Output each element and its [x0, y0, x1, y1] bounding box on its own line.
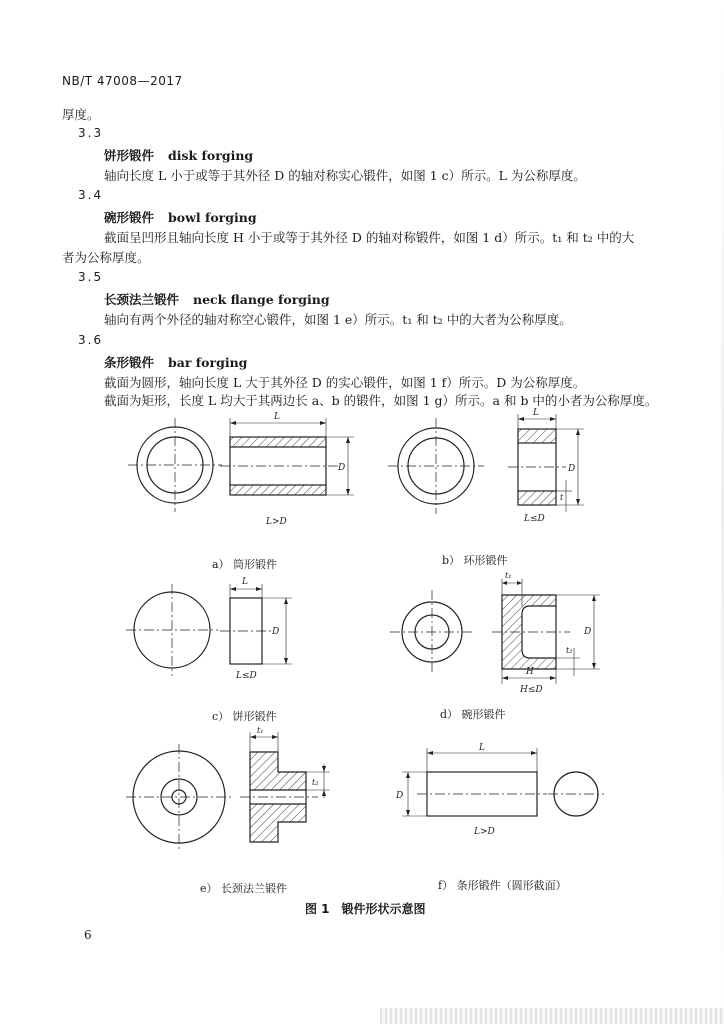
- dim-D: D: [272, 627, 280, 637]
- end-view-d: [390, 590, 474, 674]
- definition-line: 截面呈凹形且轴向长度 H 小于或等于其外径 D 的轴对称锻件，如图 1 d）所示。t₁ 和 t₂ 中的大: [104, 230, 635, 245]
- condition-label: L≤D: [236, 671, 257, 681]
- section-view-c: [220, 577, 292, 681]
- section-view-b: [508, 408, 584, 524]
- condition-label: L>D: [266, 517, 287, 527]
- figure-title: 图 1 锻件形状示意图: [305, 902, 426, 916]
- dim-t: t: [560, 493, 564, 502]
- condition-label: L>D: [474, 827, 495, 837]
- continued-text: 厚度。: [62, 107, 100, 122]
- end-view-c: [126, 584, 218, 676]
- section-number-3-3: 3.3: [78, 126, 104, 140]
- dim-L: L: [479, 743, 485, 753]
- caption-c: c） 饼形锻件: [212, 710, 277, 723]
- dim-t2: t₂: [312, 778, 319, 787]
- term-en: neck flange forging: [193, 292, 330, 307]
- figure-f-bar-forging: [395, 743, 604, 837]
- section-view-a: [220, 412, 354, 527]
- figure-b-ring-forging: [388, 408, 584, 524]
- term-cn: 饼形锻件: [104, 148, 155, 163]
- dim-H: H: [526, 667, 534, 677]
- condition-label: H≤D: [520, 685, 543, 695]
- term-cn: 碗形锻件: [104, 210, 155, 225]
- dim-t2: t₂: [566, 646, 573, 655]
- section-number-3-5: 3.5: [78, 270, 104, 284]
- figure-c-disk-forging: [126, 577, 292, 681]
- cross-section-view-f: [548, 772, 604, 816]
- dim-t1: t₁: [257, 726, 264, 735]
- figure-d-bowl-forging: [390, 571, 600, 695]
- caption-b: b） 环形锻件: [442, 554, 508, 567]
- section-number-3-4: 3.4: [78, 188, 104, 202]
- dim-D: D: [396, 791, 404, 801]
- caption-e: e） 长颈法兰锻件: [200, 882, 288, 895]
- scan-noise-bottom: [380, 1008, 724, 1024]
- definition-line: 轴向长度 L 小于或等于其外径 D 的轴对称实心锻件，如图 1 c）所示。L 为公称厚度。: [104, 168, 586, 183]
- side-view-f: [395, 743, 547, 837]
- figure-a-cylinder-forging: [128, 412, 354, 527]
- term-cn: 长颈法兰锻件: [104, 292, 180, 307]
- caption-d: d） 碗形锻件: [440, 708, 506, 721]
- term-en: bar forging: [168, 355, 248, 370]
- end-view-b: [388, 418, 484, 514]
- end-view-e: [126, 744, 232, 850]
- definition-line: 截面为圆形，轴向长度 L 大于其外径 D 的实心锻件，如图 1 f）所示。D 为公称厚度。: [104, 375, 586, 390]
- figure-e-neck-flange-forging: [126, 726, 330, 850]
- term-cn: 条形锻件: [104, 355, 155, 370]
- term-en: bowl forging: [168, 210, 257, 225]
- dim-L: L: [242, 577, 248, 587]
- standard-number: NB/T 47008—2017: [62, 74, 183, 88]
- section-number-3-6: 3.6: [78, 333, 104, 347]
- caption-f: f） 条形锻件（圆形截面）: [438, 879, 567, 892]
- dim-D: D: [568, 464, 576, 474]
- end-view-a: [128, 418, 222, 512]
- page-number: 6: [84, 928, 92, 942]
- definition-line: 轴向有两个外径的轴对称空心锻件，如图 1 e）所示。t₁ 和 t₂ 中的大者为公称厚度。: [104, 312, 572, 327]
- term-en: disk forging: [168, 148, 254, 163]
- section-view-d: [492, 571, 600, 695]
- caption-a: a） 筒形锻件: [212, 558, 278, 571]
- definition-line: 截面为矩形，长度 L 均大于其两边长 a、b 的锻件，如图 1 g）所示。a 和 b 中的小者为公称厚度。: [104, 393, 658, 408]
- definition-line: 者为公称厚度。: [62, 250, 150, 265]
- dim-D: D: [338, 463, 346, 473]
- dim-t1: t₁: [505, 571, 512, 580]
- condition-label: L≤D: [524, 514, 545, 524]
- dim-L: L: [533, 408, 539, 418]
- dim-L: L: [274, 412, 280, 422]
- dim-D: D: [584, 627, 592, 637]
- section-view-e: [240, 726, 330, 842]
